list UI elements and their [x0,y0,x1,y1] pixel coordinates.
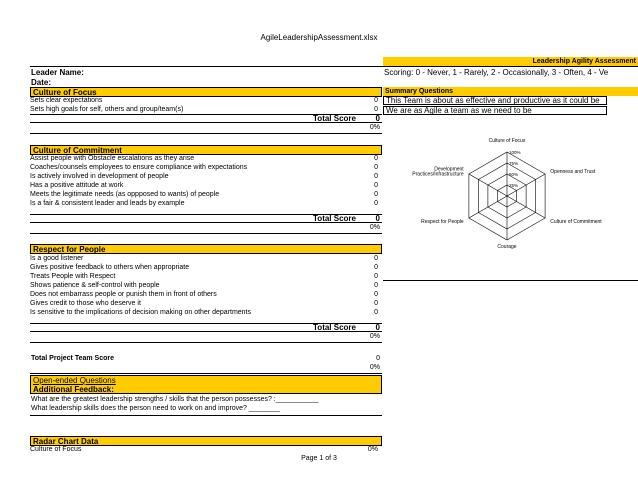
radar-axis-label: Respect for People [421,219,464,225]
section-divider [30,342,382,343]
row-value: 0 [374,264,378,271]
row-label: Assist people with Obstacle escalations as they arise [30,155,195,162]
radar-axis-label: Culture of Commitment [550,219,602,225]
row-label: Meets the legitimate needs (as oppposed to wants) of people [30,191,220,198]
focus-percent: 0% [369,124,380,131]
row-label: Is actively involved in development of people [30,173,169,180]
row-label: Coaches/counsels employees to ensure compliance with expectations [30,164,248,171]
scoring-legend: Scoring: 0 - Never, 1 - Rarely, 2 - Occasionally, 3 - Often, 4 - Ve [384,68,609,77]
list-item [30,263,382,272]
list-item [30,308,382,317]
file-title: AgileLeadershipAssessment.xlsx [260,33,378,42]
radar-data-header: Radar Chart Data [30,436,382,446]
commitment-total-value: 0 [375,214,380,223]
radar-axis-label: Openness and Trust [550,169,596,175]
section-divider [30,133,382,134]
leader-name-label: Leader Name: [31,68,84,77]
list-item [30,163,382,172]
row-value: 0 [374,291,378,298]
list-item [30,254,382,263]
assessment-title: Leadership Agility Assessment [383,57,638,66]
culture-of-focus-header: Culture of Focus [30,87,382,97]
row-value: 0% [367,446,378,453]
row-label: Treats People with Respect [30,273,116,280]
row-label: Has a positive attitude at work [30,182,124,189]
row-value: 0 [374,182,378,189]
row-label: Gives positive feedback to others when appropriate [30,264,190,271]
header-divider [30,66,638,67]
section-divider [30,415,382,416]
open-question-1: What are the greatest leadership strengths / skills that the person possesses? :___________ [31,396,319,403]
summary-text: We are as Agile a team as we need to be [386,106,532,115]
summary-row [383,106,607,115]
row-label: Sets high goals for self, others and group/team(s) [30,106,184,113]
list-item [30,190,382,199]
summary-row [383,96,607,105]
summary-header: Summary Questions [383,87,638,96]
project-team-label: Total Project Team Score [31,355,114,362]
respect-percent: 0% [369,333,380,340]
row-value: 0 [374,173,378,180]
commitment-total-label: Total Score [313,214,356,223]
page-number: Page 1 of 3 [301,455,337,462]
open-question-2: What leadership skills does the person need to work on and improve? ________ [31,405,281,412]
respect-total-value: 0 [375,323,380,332]
focus-row [30,105,382,114]
radar-tick-label: 100% [509,150,521,155]
row-value: 0 [374,255,378,262]
culture-of-commitment-header: Culture of Commitment [30,145,382,155]
row-value: 0 [374,300,378,307]
section-divider [30,233,382,234]
focus-total-value: 0 [375,114,380,123]
project-team-value: 0 [376,355,380,362]
date-label: Date: [31,78,52,87]
section-divider [30,373,382,374]
focus-total-label: Total Score [313,114,356,123]
radar-axis-label: Culture of Focus [488,138,526,144]
row-label: Is a fair & consistent leader and leads by example [30,200,185,207]
open-ended-title: Open-ended Questions [33,376,116,385]
row-label: Is a good listener [30,255,84,262]
focus-row [30,96,382,105]
radar-tick-label: 50% [509,172,519,177]
radar-axis-label: Development Practices/Infrastructure [412,166,464,178]
row-label: Shows patience & self-control with people [30,282,160,289]
list-item [30,299,382,308]
radar-chart [383,135,638,280]
row-label: Gives credit to those who deserve it [30,300,141,307]
open-ended-header [30,375,382,394]
list-item [30,172,382,181]
list-item [30,290,382,299]
row-value: 0 [374,273,378,280]
row-value: 0 [374,155,378,162]
list-item [30,272,382,281]
row-value: 0 [374,309,378,316]
radar-axis-label: Courage [497,244,517,250]
row-label: Is sensitive to the implications of decision making on other departments [30,309,252,316]
commitment-percent: 0% [369,224,380,231]
list-item [30,181,382,190]
list-item [30,154,382,163]
row-label: Sets clear expectations [30,97,103,104]
project-team-percent: 0% [369,364,380,371]
respect-for-people-header: Respect for People [30,244,382,254]
row-value: 0 [374,106,378,113]
row-value: 0 [374,191,378,198]
radar-data-row [30,445,382,454]
row-value: 0 [374,97,378,104]
summary-text: This Team is about as effective and productive as it could be [386,96,600,105]
list-item [30,281,382,290]
radar-tick-label: 75% [509,161,519,166]
row-value: 0 [374,200,378,207]
respect-total-label: Total Score [313,323,356,332]
row-value: 0 [374,282,378,289]
list-item [30,199,382,208]
radar-tick-label: 25% [509,183,519,188]
row-label: Culture of Focus [30,446,82,453]
row-value: 0 [374,164,378,171]
chart-bottom-border [383,280,638,281]
row-label: Does not embarrass people or punish them in front of others [30,291,217,298]
additional-feedback-label: Additional Feedback: [33,385,114,394]
